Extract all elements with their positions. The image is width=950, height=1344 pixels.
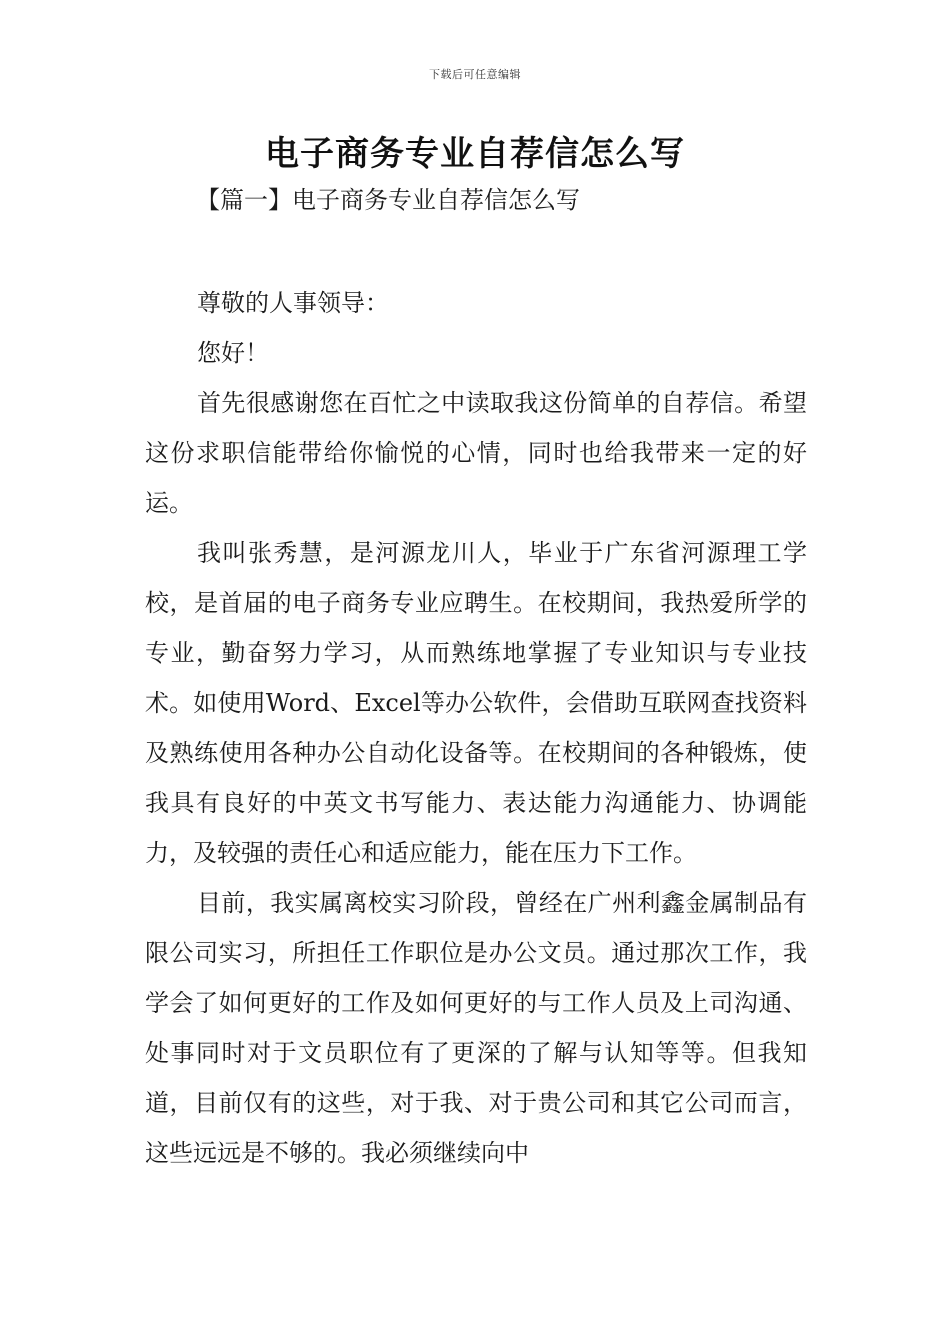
section-heading: 【篇一】电子商务专业自荐信怎么写 [196,186,580,214]
document-title: 电子商务专业自荐信怎么写 [265,134,685,174]
greeting: 您好！ [197,339,269,367]
paragraph-intro: 首先很感谢您在百忙之中读取我这份简单的自荐信。希望这份求职信能带给你愉悦的心情，同时也给我带来一定的好运。 [145,389,807,517]
header-note: 下载后可任意编辑 [429,68,521,81]
paragraph-experience: 目前，我实属离校实习阶段，曾经在广州利鑫金属制品有限公司实习，所担任工作职位是办公文员。通过那次工作，我学会了如何更好的工作及如何更好的与工作人员及上司沟通、处事同时对于文员职位有了更深的了解与认知等等。但我知道，目前仅有的这些，对于我、对于贵公司和其它公司而言，这些远远是不够的。我必须继续向中 [145,889,807,1167]
paragraph-background: 我叫张秀慧，是河源龙川人，毕业于广东省河源理工学校，是首届的电子商务专业应聘生。在校期间，我热爱所学的专业，勤奋努力学习，从而熟练地掌握了专业知识与专业技术。如使用Word、Excel等办公软件，会借助互联网查找资料及熟练使用各种办公自动化设备等。在校期间的各种锻炼，使我具有良好的中英文书写能力、表达能力沟通能力、协调能力，及较强的责任心和适应能力，能在压力下工作。 [145,539,807,867]
letter-body [145,278,807,1178]
salutation: 尊敬的人事领导： [197,289,389,317]
